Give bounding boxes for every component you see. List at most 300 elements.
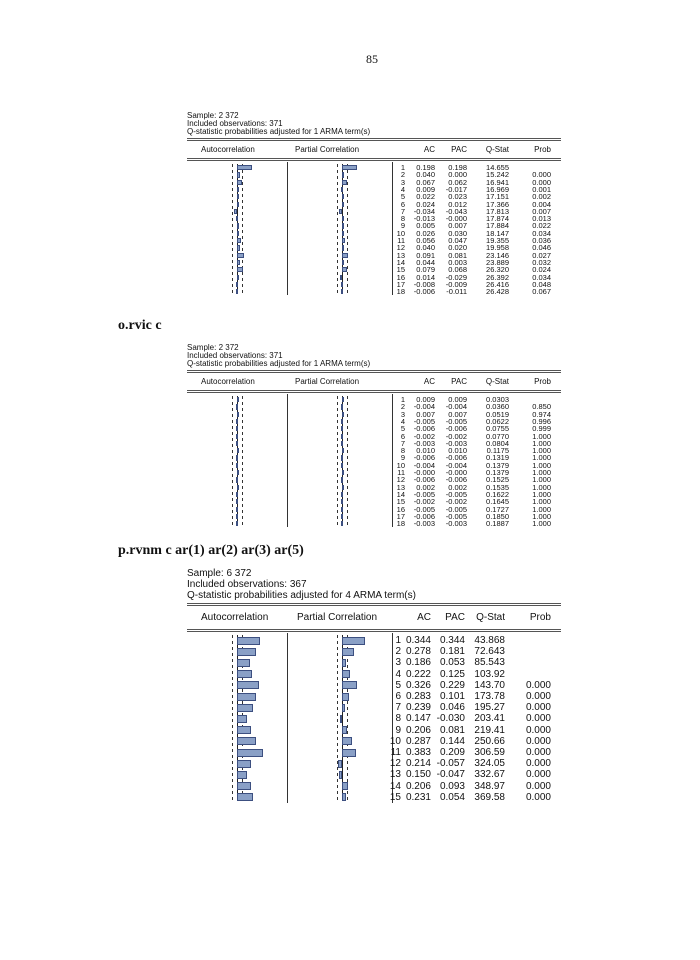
ac-cell: 0.186 <box>405 657 431 669</box>
lag-cell: 1 <box>400 395 405 404</box>
prob-cell: 0.000 <box>525 780 551 792</box>
ac-cell: 0.344 <box>405 635 431 646</box>
correlogram-sample: Sample: 2 372 <box>187 111 239 120</box>
pac-cell: 0.125 <box>439 668 465 680</box>
pac-cell: -0.000 <box>445 214 467 224</box>
prob-cell: 0.000 <box>525 724 551 736</box>
pac-cell: 0.229 <box>439 679 465 691</box>
lag-cell: 12 <box>396 243 405 253</box>
lag-cell: 2 <box>400 170 405 180</box>
prob-cell: 0.046 <box>532 243 551 253</box>
qstat-cell: 14.655 <box>486 163 509 172</box>
ac-cell: -0.006 <box>413 424 435 434</box>
qstat-cell: 23.889 <box>486 257 509 267</box>
lag-cell: 7 <box>400 206 405 216</box>
lag-cell: 7 <box>400 438 405 448</box>
column-header: Partial Correlation <box>295 377 360 386</box>
table-row <box>187 769 561 780</box>
pac-cell: 0.144 <box>439 735 465 747</box>
prob-cell: 0.013 <box>532 214 551 224</box>
qstat-cell: 306.59 <box>474 747 505 758</box>
prob-cell: 0.996 <box>532 416 551 426</box>
table-row <box>187 736 561 747</box>
ac-cell: 0.206 <box>405 724 431 736</box>
qstat-cell: 0.1727 <box>486 504 509 514</box>
prob-cell: 0.000 <box>525 702 551 714</box>
qstat-cell: 85.543 <box>474 657 505 669</box>
pac-cell: -0.002 <box>445 497 467 507</box>
prob-cell: 0.000 <box>525 691 551 702</box>
ac-cell: -0.005 <box>413 489 435 499</box>
column-header: Autocorrelation <box>201 611 269 623</box>
pac-cell: -0.006 <box>445 453 467 463</box>
ac-cell: 0.198 <box>416 163 435 172</box>
ac-cell: -0.004 <box>413 402 435 412</box>
qstat-cell: 173.78 <box>474 691 505 702</box>
qstat-cell: 0.1319 <box>486 453 509 463</box>
qstat-cell: 0.1525 <box>486 475 509 485</box>
qstat-cell: 19.355 <box>486 236 509 245</box>
correlogram-note: Q-statistic probabilities adjusted for 1 ARMA term(s) <box>187 127 371 136</box>
column-header: Q-Stat <box>476 611 505 623</box>
lag-cell: 8 <box>400 214 405 224</box>
prob-cell: 1.000 <box>532 475 551 485</box>
prob-cell: 0.000 <box>525 747 551 758</box>
ac-cell: 0.214 <box>405 758 431 770</box>
table-row <box>187 635 561 646</box>
lag-cell: 11 <box>397 236 405 245</box>
qstat-cell: 143.70 <box>474 679 505 691</box>
qstat-cell: 203.41 <box>474 713 505 725</box>
column-header: Q-Stat <box>485 145 509 154</box>
pac-cell: 0.344 <box>439 635 465 646</box>
prob-cell: 1.000 <box>532 453 551 463</box>
ac-cell: 0.231 <box>405 791 431 803</box>
qstat-cell: 17.884 <box>486 221 509 231</box>
qstat-cell: 0.1379 <box>486 460 509 470</box>
column-header: AC <box>417 611 431 623</box>
qstat-cell: 0.0519 <box>486 409 509 419</box>
qstat-cell: 0.1622 <box>486 489 509 499</box>
pac-cell: -0.004 <box>445 402 467 412</box>
lag-cell: 9 <box>395 724 401 736</box>
prob-cell: 1.000 <box>532 504 551 514</box>
ac-cell: 0.005 <box>416 221 435 231</box>
pac-cell: -0.003 <box>445 519 467 529</box>
prob-cell: 0.999 <box>532 424 551 434</box>
ac-cell: -0.034 <box>413 206 435 216</box>
table-row <box>187 520 561 527</box>
pac-cell: -0.006 <box>445 475 467 485</box>
ac-cell: -0.000 <box>413 468 435 477</box>
prob-cell: 1.000 <box>532 460 551 470</box>
ac-cell: 0.040 <box>416 243 435 253</box>
qstat-cell: 0.0804 <box>486 438 509 448</box>
prob-cell: 1.000 <box>532 468 551 477</box>
table-row <box>187 669 561 680</box>
prob-cell: 0.067 <box>532 287 551 297</box>
prob-cell: 0.048 <box>532 279 551 289</box>
column-header: Prob <box>534 145 551 154</box>
correlogram-block <box>187 568 561 803</box>
pac-cell: 0.081 <box>439 724 465 736</box>
ac-cell: 0.278 <box>405 646 431 658</box>
pac-cell: 0.101 <box>439 691 465 702</box>
pac-cell: -0.047 <box>436 769 465 781</box>
ac-cell: -0.002 <box>413 497 435 507</box>
ac-cell: -0.006 <box>413 511 435 521</box>
lag-cell: 15 <box>396 265 405 275</box>
qstat-cell: 0.1887 <box>486 519 509 529</box>
section-heading: p.rvnm c ar(1) ar(2) ar(3) ar(5) <box>118 543 304 558</box>
lag-cell: 3 <box>400 177 405 187</box>
pac-cell: 0.020 <box>448 243 467 253</box>
lag-cell: 11 <box>397 468 405 477</box>
lag-cell: 1 <box>395 635 401 646</box>
ac-cell: 0.079 <box>416 265 435 275</box>
table-row <box>187 792 561 803</box>
pac-cell: -0.057 <box>436 758 465 770</box>
qstat-cell: 16.941 <box>486 177 509 187</box>
table-row <box>187 657 561 668</box>
lag-cell: 17 <box>396 279 405 289</box>
qstat-cell: 15.242 <box>486 170 509 180</box>
table-row <box>187 288 561 295</box>
section-heading: o.rvic c <box>118 318 162 333</box>
column-header: Partial Correlation <box>295 145 360 154</box>
ac-cell: 0.009 <box>416 395 435 404</box>
lag-cell: 4 <box>395 668 401 680</box>
correlogram-block <box>187 111 561 297</box>
qstat-cell: 103.92 <box>474 668 505 680</box>
qstat-cell: 17.874 <box>486 214 509 224</box>
ac-cell: 0.007 <box>416 409 435 419</box>
lag-cell: 16 <box>396 272 405 282</box>
lag-cell: 1 <box>400 163 405 172</box>
prob-cell: 1.000 <box>532 497 551 507</box>
qstat-cell: 0.1645 <box>486 497 509 507</box>
pac-cell: 0.023 <box>448 192 467 202</box>
qstat-cell: 0.0770 <box>486 431 509 441</box>
pac-cell: 0.053 <box>439 657 465 669</box>
pac-cell: -0.011 <box>446 287 467 297</box>
qstat-cell: 17.813 <box>486 206 509 216</box>
qstat-cell: 0.1535 <box>486 482 509 492</box>
ac-cell: 0.326 <box>405 679 431 691</box>
lag-cell: 12 <box>389 758 401 770</box>
table-row <box>187 781 561 792</box>
ac-cell: 0.022 <box>416 192 435 202</box>
prob-cell: 0.034 <box>532 272 551 282</box>
lag-cell: 8 <box>400 446 405 456</box>
pac-cell: -0.005 <box>445 511 467 521</box>
qstat-cell: 250.66 <box>474 735 505 747</box>
table-rule <box>187 603 561 606</box>
lag-cell: 2 <box>400 402 405 412</box>
lag-cell: 15 <box>389 791 401 803</box>
qstat-cell: 16.969 <box>486 184 509 194</box>
lag-cell: 4 <box>400 416 405 426</box>
ac-cell: 0.009 <box>416 184 435 194</box>
ac-cell: -0.005 <box>413 504 435 514</box>
ac-cell: 0.147 <box>405 713 431 725</box>
qstat-cell: 0.1175 <box>486 446 509 456</box>
correlogram-sample: Sample: 6 372 <box>187 568 252 579</box>
ac-cell: -0.004 <box>413 460 435 470</box>
qstat-cell: 26.428 <box>486 287 509 297</box>
lag-cell: 12 <box>396 475 405 485</box>
lag-cell: 13 <box>389 769 401 781</box>
pac-cell: 0.007 <box>448 221 467 231</box>
qstat-cell: 26.416 <box>486 279 509 289</box>
lag-cell: 13 <box>396 250 405 260</box>
qstat-cell: 23.146 <box>486 250 509 260</box>
lag-cell: 17 <box>396 511 405 521</box>
ac-cell: 0.239 <box>405 702 431 714</box>
qstat-cell: 324.05 <box>474 758 505 770</box>
qstat-cell: 219.41 <box>474 724 505 736</box>
qstat-cell: 17.151 <box>486 192 509 202</box>
lag-cell: 3 <box>395 657 401 669</box>
prob-cell: 0.000 <box>525 791 551 803</box>
table-rule <box>187 370 561 373</box>
ac-cell: -0.003 <box>413 438 435 448</box>
ac-cell: 0.056 <box>416 236 435 245</box>
table-row <box>187 758 561 769</box>
correlogram-observations: Included observations: 371 <box>187 119 283 128</box>
ac-cell: -0.006 <box>413 287 435 297</box>
lag-cell: 15 <box>396 497 405 507</box>
pac-cell: 0.012 <box>448 199 467 209</box>
qstat-cell: 332.67 <box>474 769 505 781</box>
ac-cell: -0.008 <box>413 279 435 289</box>
pac-cell: -0.009 <box>445 279 467 289</box>
prob-cell: 1.000 <box>532 438 551 448</box>
ac-cell: 0.150 <box>405 769 431 781</box>
correlogram-table <box>187 603 561 803</box>
pac-cell: -0.005 <box>445 504 467 514</box>
table-rule <box>187 158 561 161</box>
lag-cell: 10 <box>396 460 405 470</box>
qstat-cell: 0.0360 <box>486 402 509 412</box>
lag-cell: 11 <box>390 747 401 758</box>
qstat-cell: 348.97 <box>474 780 505 792</box>
prob-cell: 0.850 <box>532 402 551 412</box>
pac-cell: 0.047 <box>448 236 467 245</box>
ac-cell: 0.014 <box>416 272 435 282</box>
ac-cell: -0.006 <box>413 475 435 485</box>
lag-cell: 5 <box>400 192 405 202</box>
pac-cell: 0.046 <box>439 702 465 714</box>
lag-cell: 14 <box>396 489 405 499</box>
lag-cell: 9 <box>400 453 405 463</box>
column-header: AC <box>423 377 435 386</box>
qstat-cell: 0.1850 <box>486 511 509 521</box>
prob-cell: 0.000 <box>532 170 551 180</box>
prob-cell: 1.000 <box>532 511 551 521</box>
prob-cell: 1.000 <box>532 519 551 529</box>
column-header: Partial Correlation <box>297 611 378 623</box>
correlogram-observations: Included observations: 367 <box>187 579 307 590</box>
lag-cell: 6 <box>400 199 405 209</box>
pac-cell: 0.000 <box>448 170 467 180</box>
ac-cell: 0.026 <box>416 228 435 238</box>
prob-cell: 1.000 <box>532 489 551 499</box>
ac-cell: -0.005 <box>413 416 435 426</box>
correlogram-table <box>187 370 561 527</box>
qstat-cell: 17.366 <box>486 199 509 209</box>
ac-cell: -0.013 <box>413 214 435 224</box>
column-header: Autocorrelation <box>201 377 255 386</box>
ac-cell: 0.002 <box>416 482 435 492</box>
column-header: PAC <box>445 611 465 623</box>
ac-cell: 0.222 <box>405 668 431 680</box>
pac-cell: 0.007 <box>448 409 467 419</box>
pac-cell: 0.062 <box>448 177 467 187</box>
table-rule <box>187 629 561 632</box>
pac-cell: 0.030 <box>448 228 467 238</box>
pac-cell: 0.054 <box>439 791 465 803</box>
column-header: PAC <box>451 377 467 386</box>
table-row <box>187 691 561 702</box>
prob-cell: 0.024 <box>532 265 551 275</box>
table-row <box>187 713 561 724</box>
prob-cell: 0.000 <box>525 679 551 691</box>
prob-cell: 0.027 <box>532 250 551 260</box>
lag-cell: 5 <box>400 424 405 434</box>
qstat-cell: 26.320 <box>486 265 509 275</box>
lag-cell: 9 <box>400 221 405 231</box>
prob-cell: 1.000 <box>532 446 551 456</box>
pac-cell: 0.010 <box>448 446 467 456</box>
lag-cell: 6 <box>400 431 405 441</box>
pac-cell: 0.198 <box>448 163 467 172</box>
lag-cell: 3 <box>400 409 405 419</box>
ac-cell: 0.044 <box>416 257 435 267</box>
column-header: Prob <box>534 377 551 386</box>
ac-cell: -0.002 <box>413 431 435 441</box>
ac-cell: -0.003 <box>413 519 435 529</box>
prob-cell: 0.000 <box>532 177 551 187</box>
qstat-cell: 43.868 <box>474 635 505 646</box>
qstat-cell: 0.0755 <box>486 424 509 434</box>
qstat-cell: 369.58 <box>474 791 505 803</box>
column-header: PAC <box>451 145 467 154</box>
pac-cell: -0.000 <box>445 468 467 477</box>
qstat-cell: 26.392 <box>486 272 509 282</box>
column-header: Prob <box>529 611 551 623</box>
pac-cell: 0.068 <box>448 265 467 275</box>
lag-cell: 10 <box>389 735 401 747</box>
lag-cell: 5 <box>395 679 401 691</box>
ac-cell: 0.206 <box>405 780 431 792</box>
qstat-cell: 0.0303 <box>486 395 509 404</box>
ac-cell: 0.091 <box>416 250 435 260</box>
ac-cell: 0.283 <box>405 691 431 702</box>
correlogram-table <box>187 138 561 295</box>
lag-cell: 2 <box>395 646 401 658</box>
table-rule <box>187 138 561 141</box>
ac-cell: -0.006 <box>413 453 435 463</box>
qstat-cell: 0.1379 <box>486 468 509 477</box>
ac-cell: 0.383 <box>405 747 431 758</box>
ac-cell: 0.067 <box>416 177 435 187</box>
ac-cell: 0.040 <box>416 170 435 180</box>
qstat-cell: 18.147 <box>486 228 509 238</box>
pac-cell: -0.030 <box>436 713 465 725</box>
lag-cell: 10 <box>396 228 405 238</box>
lag-cell: 4 <box>400 184 405 194</box>
table-row <box>187 747 561 758</box>
correlogram-note: Q-statistic probabilities adjusted for 4 ARMA term(s) <box>187 590 416 601</box>
lag-cell: 18 <box>396 287 405 297</box>
pac-cell: 0.009 <box>448 395 467 404</box>
pac-cell: -0.005 <box>445 416 467 426</box>
correlogram-observations: Included observations: 371 <box>187 351 283 360</box>
pac-cell: -0.043 <box>445 206 467 216</box>
prob-cell: 0.007 <box>532 206 551 216</box>
column-header: Q-Stat <box>485 377 509 386</box>
prob-cell: 0.000 <box>525 769 551 781</box>
lag-cell: 14 <box>389 780 401 792</box>
qstat-cell: 72.643 <box>474 646 505 658</box>
prob-cell: 1.000 <box>532 431 551 441</box>
ac-cell: 0.024 <box>416 199 435 209</box>
pac-cell: -0.002 <box>445 431 467 441</box>
qstat-cell: 19.958 <box>486 243 509 253</box>
prob-cell: 0.001 <box>532 184 551 194</box>
lag-cell: 8 <box>395 713 401 725</box>
pac-cell: -0.006 <box>445 424 467 434</box>
pac-cell: 0.093 <box>439 780 465 792</box>
correlogram-sample: Sample: 2 372 <box>187 343 239 352</box>
pac-cell: 0.002 <box>448 482 467 492</box>
lag-cell: 6 <box>395 691 401 702</box>
prob-cell: 0.000 <box>525 713 551 725</box>
lag-cell: 16 <box>396 504 405 514</box>
prob-cell: 0.002 <box>532 192 551 202</box>
table-rule <box>187 390 561 393</box>
page-number: 85 <box>366 52 378 66</box>
lag-cell: 7 <box>395 702 401 714</box>
qstat-cell: 195.27 <box>474 702 505 714</box>
lag-cell: 14 <box>396 257 405 267</box>
pac-cell: 0.003 <box>448 257 467 267</box>
lag-cell: 13 <box>396 482 405 492</box>
table-row <box>187 725 561 736</box>
prob-cell: 0.000 <box>525 758 551 770</box>
column-header: Autocorrelation <box>201 145 255 154</box>
prob-cell: 1.000 <box>532 482 551 492</box>
correlogram-block <box>187 343 561 529</box>
table-row <box>187 702 561 713</box>
pac-cell: -0.029 <box>445 272 467 282</box>
pac-cell: 0.209 <box>439 747 465 758</box>
prob-cell: 0.022 <box>532 221 551 231</box>
column-header: AC <box>423 145 435 154</box>
correlogram-note: Q-statistic probabilities adjusted for 1 ARMA term(s) <box>187 359 371 368</box>
pac-cell: -0.003 <box>445 438 467 448</box>
pac-cell: 0.181 <box>439 646 465 658</box>
ac-cell: 0.287 <box>405 735 431 747</box>
ac-cell: 0.010 <box>416 446 435 456</box>
prob-cell: 0.000 <box>525 735 551 747</box>
pac-cell: -0.005 <box>445 489 467 499</box>
pac-cell: -0.004 <box>445 460 467 470</box>
pac-cell: -0.017 <box>445 184 467 194</box>
prob-cell: 0.974 <box>532 409 551 419</box>
table-row <box>187 646 561 657</box>
